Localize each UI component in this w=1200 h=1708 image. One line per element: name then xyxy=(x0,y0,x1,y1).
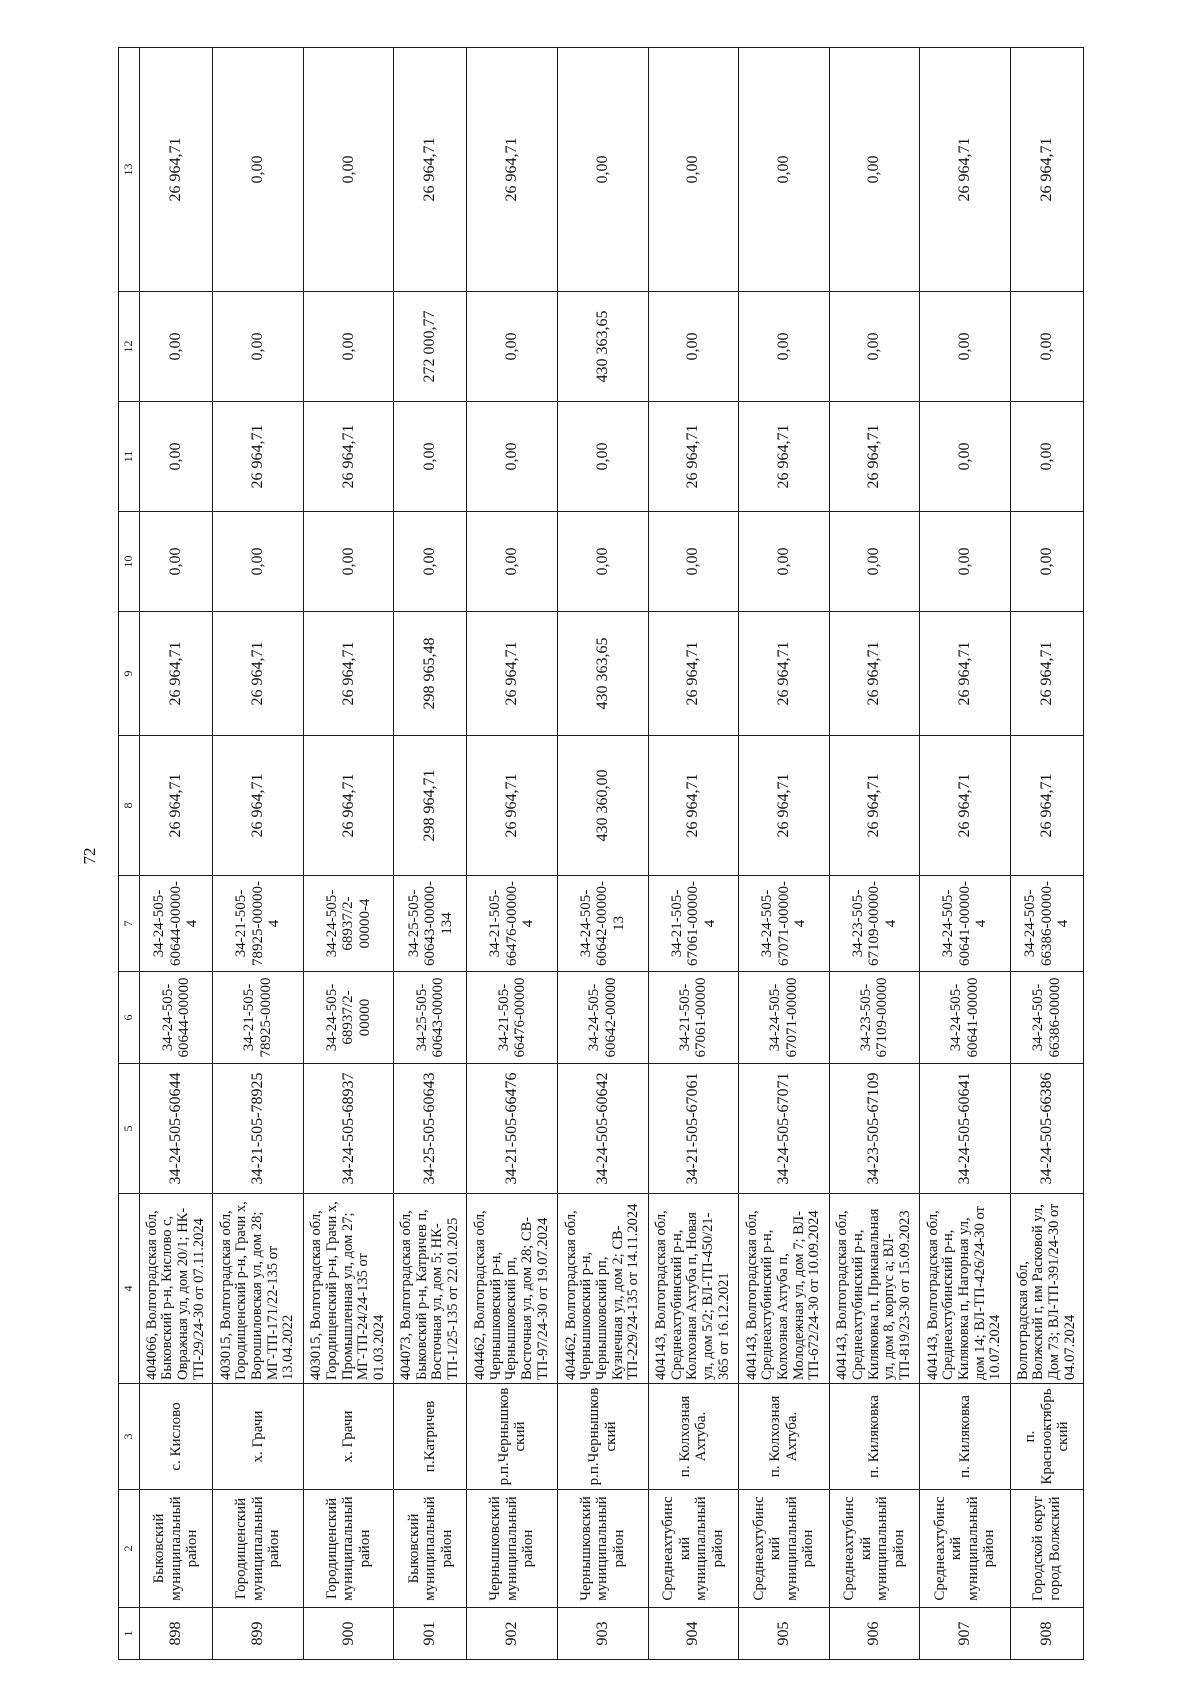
amount-cell: 0,00 xyxy=(648,292,739,402)
amount-cell: 430 363,65 xyxy=(557,292,648,402)
municipality-cell: Быковский муниципальный район xyxy=(394,1490,467,1608)
settlement-cell: х. Грачи xyxy=(213,1384,304,1490)
column-number-8: 8 xyxy=(119,736,140,876)
table-row xyxy=(648,48,739,1660)
amount-cell: 0,00 xyxy=(213,48,304,292)
code-cell: 34-24-505-68937 xyxy=(303,1064,394,1194)
amount-cell: 0,00 xyxy=(920,512,1011,612)
code-extended-cell: 34-24-505-66386-00000 xyxy=(1010,972,1083,1064)
page-number: 72 xyxy=(80,847,99,865)
code-cell: 34-24-505-60641 xyxy=(920,1064,1011,1194)
table-row xyxy=(140,48,213,1660)
amount-cell: 26 964,71 xyxy=(467,48,558,292)
code-extended-cell: 34-25-505-60643-00000 xyxy=(394,972,467,1064)
amount-cell: 26 964,71 xyxy=(648,402,739,512)
amount-cell: 0,00 xyxy=(140,512,213,612)
amount-cell: 26 964,71 xyxy=(829,736,920,876)
amount-cell: 0,00 xyxy=(739,512,830,612)
row-number-cell: 901 xyxy=(394,1608,467,1660)
amount-cell: 272 000,77 xyxy=(394,292,467,402)
amount-cell: 0,00 xyxy=(920,402,1011,512)
amount-cell: 0,00 xyxy=(648,512,739,612)
amount-cell: 26 964,71 xyxy=(140,48,213,292)
amount-cell: 0,00 xyxy=(467,402,558,512)
code-full-cell: 34-24-505-68937/2-00000-4 xyxy=(303,876,394,972)
code-extended-cell: 34-21-505-78925-00000 xyxy=(213,972,304,1064)
amount-cell: 26 964,71 xyxy=(213,736,304,876)
column-number-5: 5 xyxy=(119,1064,140,1194)
column-number-10: 10 xyxy=(119,512,140,612)
row-number-cell: 899 xyxy=(213,1608,304,1660)
municipality-cell: Чернышковский муниципальный район xyxy=(467,1490,558,1608)
table-row xyxy=(213,48,304,1660)
code-cell: 34-24-505-67071 xyxy=(739,1064,830,1194)
code-full-cell: 34-24-505-66386-00000-4 xyxy=(1010,876,1083,972)
code-extended-cell: 34-24-505-68937/2-00000 xyxy=(303,972,394,1064)
settlement-cell: р.п.Чернышковский xyxy=(557,1384,648,1490)
amount-cell: 26 964,71 xyxy=(920,48,1011,292)
municipality-cell: Городищенский муниципальный район xyxy=(213,1490,304,1608)
table-row xyxy=(303,48,394,1660)
row-number-cell: 902 xyxy=(467,1608,558,1660)
settlement-cell: с. Кислово xyxy=(140,1384,213,1490)
amount-cell: 26 964,71 xyxy=(140,612,213,736)
code-extended-cell: 34-24-505-60644-00000 xyxy=(140,972,213,1064)
amount-cell: 0,00 xyxy=(140,292,213,402)
code-extended-cell: 34-21-505-66476-00000 xyxy=(467,972,558,1064)
table-container xyxy=(118,48,1084,1660)
amount-cell: 26 964,71 xyxy=(920,736,1011,876)
table-row xyxy=(829,48,920,1660)
amount-cell: 26 964,71 xyxy=(213,612,304,736)
amount-cell: 0,00 xyxy=(557,512,648,612)
code-cell: 34-21-505-66476 xyxy=(467,1064,558,1194)
amount-cell: 0,00 xyxy=(394,512,467,612)
address-cell: 404143, Волгоградская обл, Среднеахтубинский р-н, Колхозная Ахтуба п, Молодежная ул, дом 7; ВЛ-ТП-672/24-30 от 10.09.2024 xyxy=(739,1194,830,1384)
address-cell: 404066, Волгоградская обл, Быковский р-н, Кислово с, Овражная ул, дом 20/1; НК-ТП-29/24-30 от 07.11.2024 xyxy=(140,1194,213,1384)
address-cell: 404462, Волгоградская обл, Чернышковский р-н, Чернышковский рп, Кузнечная ул, дом 2; СВ-ТП-229/24-135 от 14.11.2024 xyxy=(557,1194,648,1384)
address-cell: 404143, Волгоградская обл, Среднеахтубинский р-н, Киляковка п, Приканальная ул, дом 8, корпус а; ВЛ-ТП-819/23-30 от 15.09.2023 xyxy=(829,1194,920,1384)
amount-cell: 0,00 xyxy=(829,48,920,292)
code-full-cell: 34-25-505-60643-00000-134 xyxy=(394,876,467,972)
amount-cell: 26 964,71 xyxy=(648,612,739,736)
address-cell: 403015, Волгоградская обл, Городищенский р-н, Грачи х, Промышленная ул, дом 27; МГ-ТП-24/24-135 от 01.03.2024 xyxy=(303,1194,394,1384)
code-full-cell: 34-21-505-66476-00000-4 xyxy=(467,876,558,972)
address-cell: Волгоградская обл, Волжский г, им Расковой ул, Дом 73; ВЛ-ТП-391/24-30 от 04.07.2024 xyxy=(1010,1194,1083,1384)
settlement-cell: п. Колхозная Ахтуба. xyxy=(739,1384,830,1490)
amount-cell: 26 964,71 xyxy=(739,612,830,736)
amount-cell: 26 964,71 xyxy=(648,736,739,876)
amount-cell: 0,00 xyxy=(829,292,920,402)
amount-cell: 26 964,71 xyxy=(920,612,1011,736)
amount-cell: 26 964,71 xyxy=(303,402,394,512)
column-number-2: 2 xyxy=(119,1490,140,1608)
row-number-cell: 904 xyxy=(648,1608,739,1660)
amount-cell: 0,00 xyxy=(213,292,304,402)
code-cell: 34-24-505-60644 xyxy=(140,1064,213,1194)
table-row xyxy=(1010,48,1083,1660)
code-cell: 34-24-505-60642 xyxy=(557,1064,648,1194)
column-number-row xyxy=(119,48,140,1660)
municipality-cell: Среднеахтубинский муниципальный район xyxy=(739,1490,830,1608)
code-full-cell: 34-21-505-67061-00000-4 xyxy=(648,876,739,972)
municipality-cell: Среднеахтубинский муниципальный район xyxy=(829,1490,920,1608)
municipality-cell: Среднеахтубинский муниципальный район xyxy=(648,1490,739,1608)
column-number-11: 11 xyxy=(119,402,140,512)
amount-cell: 26 964,71 xyxy=(1010,736,1083,876)
code-full-cell: 34-24-505-67071-00000-4 xyxy=(739,876,830,972)
amount-cell: 26 964,71 xyxy=(1010,48,1083,292)
amount-cell: 26 964,71 xyxy=(303,612,394,736)
settlement-cell: п. Краснооктябрьский xyxy=(1010,1384,1083,1490)
code-extended-cell: 34-23-505-67109-00000 xyxy=(829,972,920,1064)
code-cell: 34-23-505-67109 xyxy=(829,1064,920,1194)
amount-cell: 26 964,71 xyxy=(213,402,304,512)
table-row xyxy=(920,48,1011,1660)
amount-cell: 0,00 xyxy=(739,48,830,292)
amount-cell: 0,00 xyxy=(303,512,394,612)
municipality-cell: Городской округ город Волжский xyxy=(1010,1490,1083,1608)
amount-cell: 26 964,71 xyxy=(394,48,467,292)
amount-cell: 0,00 xyxy=(920,292,1011,402)
settlement-cell: п. Колхозная Ахтуба. xyxy=(648,1384,739,1490)
amount-cell: 0,00 xyxy=(1010,512,1083,612)
column-number-13: 13 xyxy=(119,48,140,292)
table-row xyxy=(557,48,648,1660)
row-number-cell: 900 xyxy=(303,1608,394,1660)
amount-cell: 26 964,71 xyxy=(303,736,394,876)
amount-cell: 26 964,71 xyxy=(140,736,213,876)
amount-cell: 0,00 xyxy=(829,512,920,612)
settlement-cell: п.Катричев xyxy=(394,1384,467,1490)
amount-cell: 0,00 xyxy=(303,48,394,292)
code-cell: 34-25-505-60643 xyxy=(394,1064,467,1194)
address-cell: 404143, Волгоградская обл, Среднеахтубинский р-н, Колхозная Ахтуба п, Новая ул, дом 5/2; ВЛ-ТП-450/21-365 от 16.12.2021 xyxy=(648,1194,739,1384)
address-cell: 404143, Волгоградская обл, Среднеахтубинский р-н, Киляковка п, Нагорная ул, дом 14; ВЛ-ТП-426/24-30 от 10.07.2024 xyxy=(920,1194,1011,1384)
amount-cell: 0,00 xyxy=(213,512,304,612)
amount-cell: 0,00 xyxy=(303,292,394,402)
column-number-3: 3 xyxy=(119,1384,140,1490)
amount-cell: 0,00 xyxy=(557,48,648,292)
code-cell: 34-21-505-67061 xyxy=(648,1064,739,1194)
code-cell: 34-24-505-66386 xyxy=(1010,1064,1083,1194)
amount-cell: 0,00 xyxy=(140,402,213,512)
municipality-cell: Среднеахтубинский муниципальный район xyxy=(920,1490,1011,1608)
data-table xyxy=(118,47,1084,1660)
amount-cell: 26 964,71 xyxy=(1010,612,1083,736)
amount-cell: 298 965,48 xyxy=(394,612,467,736)
code-extended-cell: 34-24-505-67071-00000 xyxy=(739,972,830,1064)
amount-cell: 0,00 xyxy=(467,512,558,612)
code-extended-cell: 34-24-505-60641-00000 xyxy=(920,972,1011,1064)
amount-cell: 0,00 xyxy=(739,292,830,402)
code-cell: 34-21-505-78925 xyxy=(213,1064,304,1194)
row-number-cell: 905 xyxy=(739,1608,830,1660)
row-number-cell: 898 xyxy=(140,1608,213,1660)
table-body xyxy=(140,48,1084,1660)
table-row xyxy=(739,48,830,1660)
amount-cell: 0,00 xyxy=(1010,292,1083,402)
column-number-6: 6 xyxy=(119,972,140,1064)
row-number-cell: 906 xyxy=(829,1608,920,1660)
column-number-12: 12 xyxy=(119,292,140,402)
address-cell: 403015, Волгоградская обл, Городищенский р-н, Грачи х, Ворошиловская ул, дом 28; МГ-ТП-171/22-135 от 13.04.2022 xyxy=(213,1194,304,1384)
amount-cell: 430 360,00 xyxy=(557,736,648,876)
amount-cell: 26 964,71 xyxy=(739,402,830,512)
column-number-4: 4 xyxy=(119,1194,140,1384)
amount-cell: 26 964,71 xyxy=(467,736,558,876)
settlement-cell: п. Киляковка xyxy=(829,1384,920,1490)
row-number-cell: 903 xyxy=(557,1608,648,1660)
amount-cell: 26 964,71 xyxy=(739,736,830,876)
settlement-cell: р.п.Чернышковский xyxy=(467,1384,558,1490)
code-full-cell: 34-21-505-78925-00000-4 xyxy=(213,876,304,972)
code-full-cell: 34-24-505-60642-00000-13 xyxy=(557,876,648,972)
row-number-cell: 908 xyxy=(1010,1608,1083,1660)
code-extended-cell: 34-21-505-67061-00000 xyxy=(648,972,739,1064)
amount-cell: 298 964,71 xyxy=(394,736,467,876)
amount-cell: 0,00 xyxy=(648,48,739,292)
municipality-cell: Чернышковский муниципальный район xyxy=(557,1490,648,1608)
amount-cell: 0,00 xyxy=(557,402,648,512)
amount-cell: 26 964,71 xyxy=(467,612,558,736)
amount-cell: 430 363,65 xyxy=(557,612,648,736)
code-full-cell: 34-24-505-60641-00000-4 xyxy=(920,876,1011,972)
municipality-cell: Быковский муниципальный район xyxy=(140,1490,213,1608)
row-number-cell: 907 xyxy=(920,1608,1011,1660)
settlement-cell: х. Грачи xyxy=(303,1384,394,1490)
amount-cell: 26 964,71 xyxy=(829,402,920,512)
column-number-7: 7 xyxy=(119,876,140,972)
code-full-cell: 34-24-505-60644-00000-4 xyxy=(140,876,213,972)
table-row xyxy=(467,48,558,1660)
settlement-cell: п. Киляковка xyxy=(920,1384,1011,1490)
amount-cell: 0,00 xyxy=(394,402,467,512)
amount-cell: 0,00 xyxy=(1010,402,1083,512)
code-extended-cell: 34-24-505-60642-00000 xyxy=(557,972,648,1064)
column-number-9: 9 xyxy=(119,612,140,736)
amount-cell: 26 964,71 xyxy=(829,612,920,736)
table-row xyxy=(394,48,467,1660)
address-cell: 404073, Волгоградская обл, Быковский р-н, Катричев п, Восточная ул, дом 5; НК-ТП-1/25-135 от 22.01.2025 xyxy=(394,1194,467,1384)
code-full-cell: 34-23-505-67109-00000-4 xyxy=(829,876,920,972)
column-number-1: 1 xyxy=(119,1608,140,1660)
address-cell: 404462, Волгоградская обл, Чернышковский р-н, Чернышковский рп, Восточная ул, дом 28; СВ-ТП-97/24-30 от 19.07.2024 xyxy=(467,1194,558,1384)
municipality-cell: Городищенский муниципальный район xyxy=(303,1490,394,1608)
amount-cell: 0,00 xyxy=(467,292,558,402)
